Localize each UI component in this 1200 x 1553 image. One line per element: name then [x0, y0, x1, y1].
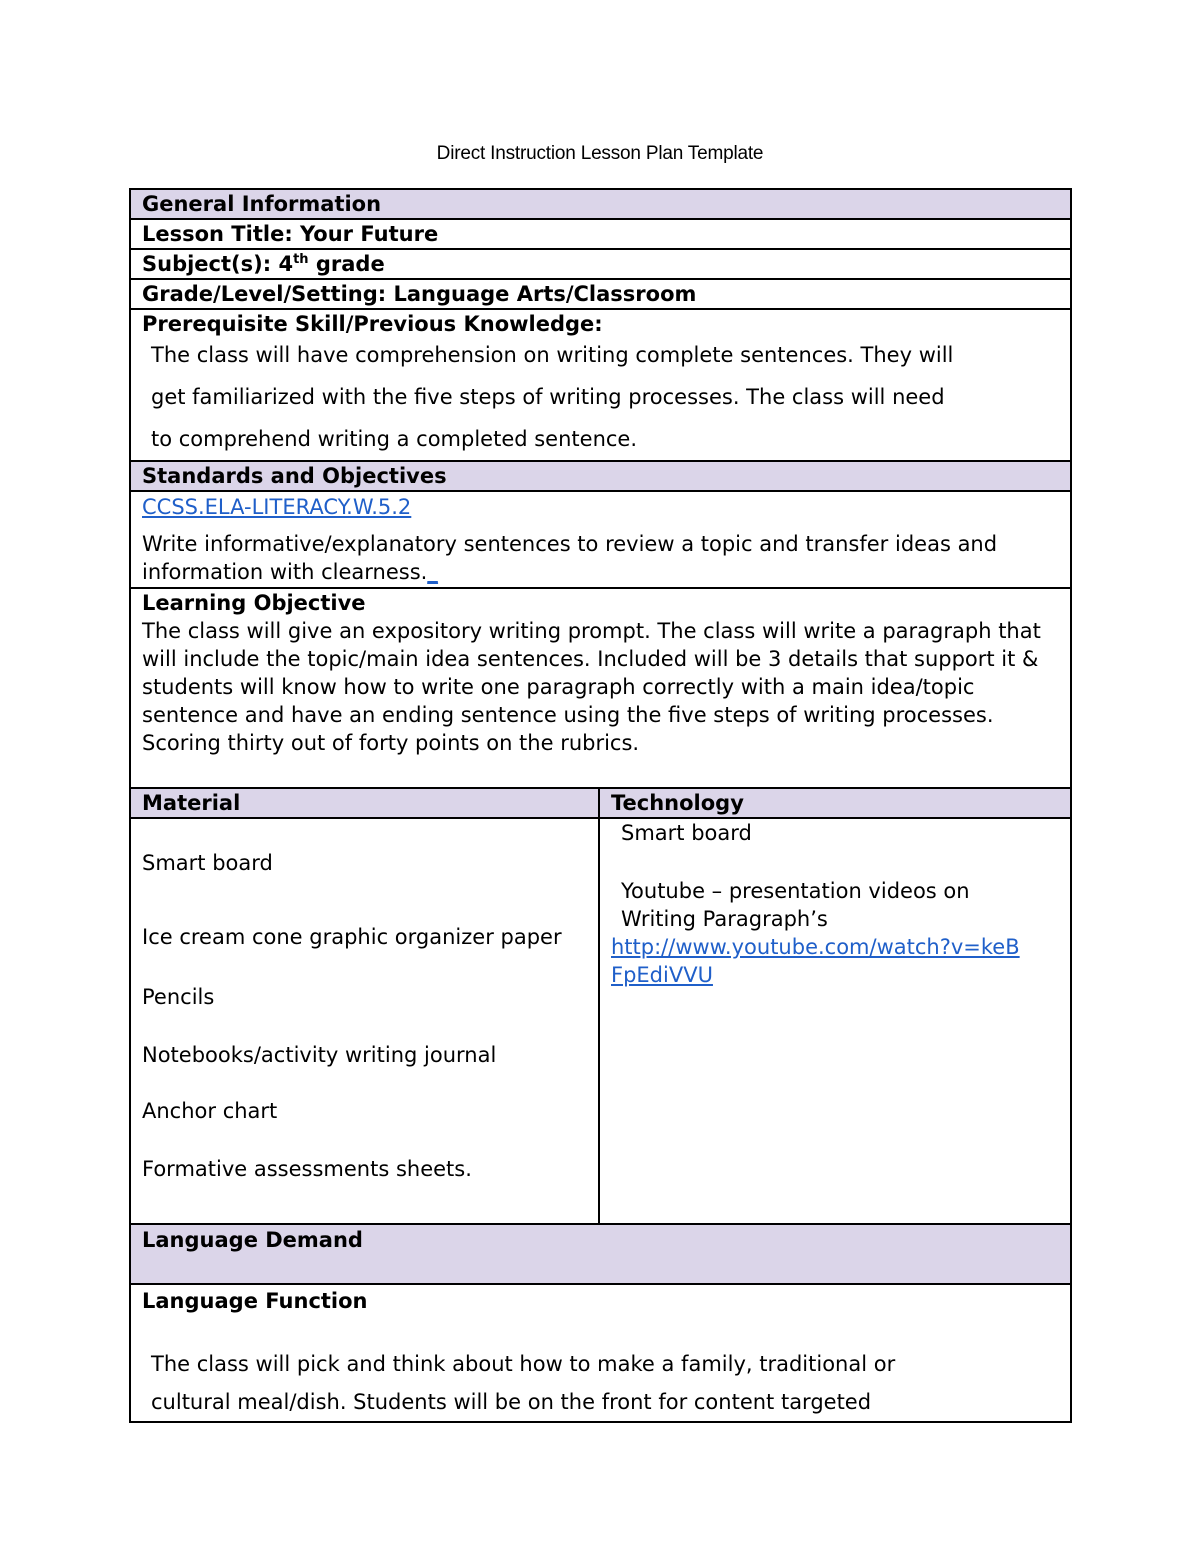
- youtube-link[interactable]: http://www.youtube.com/watch?v=keBFpEdiVVU: [611, 935, 1020, 987]
- standard-code-link[interactable]: CCSS.ELA-LITERACY.W.5.2: [142, 495, 412, 519]
- grade-level-row: Grade/Level/Setting: Language Arts/Classroom: [130, 279, 1071, 309]
- standard-text-block: [142, 530, 1059, 586]
- material-item: Smart board: [142, 851, 273, 875]
- language-function-cell: [130, 1284, 1071, 1422]
- prerequisite-text: [142, 334, 1059, 460]
- prerequisite-cell: [130, 309, 1071, 461]
- technology-item: Smart board: [621, 821, 752, 845]
- language-function-line: The class will pick and think about how to make a family, traditional or: [151, 1352, 896, 1376]
- material-item: Ice cream cone graphic organizer paper: [142, 925, 562, 949]
- standards-cell: [130, 491, 1071, 588]
- learning-objective-cell: [130, 588, 1071, 788]
- language-demand-header: Language Demand: [130, 1224, 1071, 1284]
- document-title: Direct Instruction Lesson Plan Template: [436, 143, 764, 164]
- material-list: [130, 818, 599, 1224]
- material-item: Anchor chart: [142, 1099, 278, 1123]
- material-item: Notebooks/activity writing journal: [142, 1043, 497, 1067]
- lesson-plan-table: [129, 188, 1072, 1423]
- material-item: Pencils: [142, 985, 215, 1009]
- language-function-line: cultural meal/dish. Students will be on the front for content targeted: [151, 1390, 872, 1414]
- prerequisite-line: get familiarized with the five steps of writing processes. The class will need: [151, 385, 945, 409]
- standard-trailing-link[interactable]: _: [427, 560, 438, 584]
- prerequisite-line: to comprehend writing a completed sentence.: [151, 427, 638, 451]
- language-function-text: [142, 1345, 1059, 1421]
- prerequisite-label: Prerequisite Skill/Previous Knowledge:: [142, 312, 603, 336]
- learning-objective-text: The class will give an expository writing prompt. The class will write a paragraph that will include the topic/main idea sentences. Included will be 3 details that support it & students will know how to write one paragraph correctly with a main idea/topic sentence and have an ending sentence using the five steps of writing processes. Scoring thirty out of forty points on the rubrics.: [142, 619, 1041, 755]
- subject-prefix: Subject(s): 4: [142, 252, 294, 276]
- standards-header: Standards and Objectives: [130, 461, 1071, 491]
- standard-text: Write informative/explanatory sentences to review a topic and transfer ideas and information with clearness.: [142, 532, 998, 584]
- technology-header: Technology: [599, 788, 1071, 818]
- subject-superscript: th: [293, 252, 309, 267]
- language-function-label: Language Function: [142, 1289, 368, 1313]
- material-header: Material: [130, 788, 599, 818]
- material-item: Formative assessments sheets.: [142, 1157, 472, 1181]
- subject-row: [130, 249, 1071, 279]
- subject-suffix: grade: [308, 252, 385, 276]
- technology-list: [599, 818, 1071, 1224]
- technology-item: Youtube – presentation videos on Writing Paragraph’s: [621, 879, 970, 931]
- general-information-header: General Information: [130, 189, 1071, 219]
- learning-objective-label: Learning Objective: [142, 591, 366, 615]
- lesson-title-row: Lesson Title: Your Future: [130, 219, 1071, 249]
- prerequisite-line: The class will have comprehension on writing complete sentences. They will: [151, 343, 954, 367]
